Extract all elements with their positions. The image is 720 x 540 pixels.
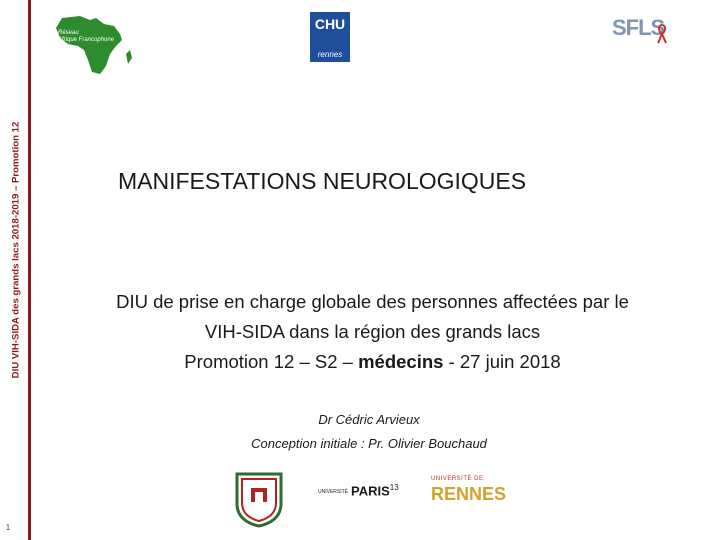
sidebar: [0, 0, 31, 540]
chu-rennes-logo: [310, 12, 350, 62]
subtitle-line-1: DIU de prise en charge globale des personnes affectées par le: [116, 291, 629, 312]
slide-title: MANIFESTATIONS NEUROLOGIQUES: [118, 168, 527, 194]
africa-map-logo: [52, 14, 140, 76]
chu-logo-bottom: rennes: [317, 50, 343, 59]
paris13-logo: UNIVERSITÉ PARIS$^{13}$: [318, 483, 399, 499]
africa-logo-text: Réseau Afrique Francophone: [58, 30, 115, 43]
author-name: Dr Cédric Arvieux: [318, 412, 420, 427]
sidebar-vertical-text: DIU VIH-SIDA des grands lacs 2018-2019 – Promotion 12: [10, 121, 22, 379]
slide-number: 1: [5, 523, 11, 532]
slide-subtitle: [60, 287, 685, 377]
conception-credit: Conception initiale : Pr. Olivier Bouchaud: [251, 436, 487, 451]
chu-logo-top: CHU: [314, 16, 346, 32]
authors-block: [200, 408, 538, 456]
sfls-logo: SFLS: [612, 15, 665, 40]
red-ribbon-icon: [656, 24, 668, 44]
universite-rennes-logo: UNIVERSITÉ DE RENNES: [431, 476, 507, 504]
subtitle-line-3: Promotion 12 – S2 – médecins - 27 juin 2018: [184, 351, 561, 372]
subtitle-line-2: VIH-SIDA dans la région des grands lacs: [204, 321, 541, 342]
university-seal-logo: [233, 470, 285, 528]
